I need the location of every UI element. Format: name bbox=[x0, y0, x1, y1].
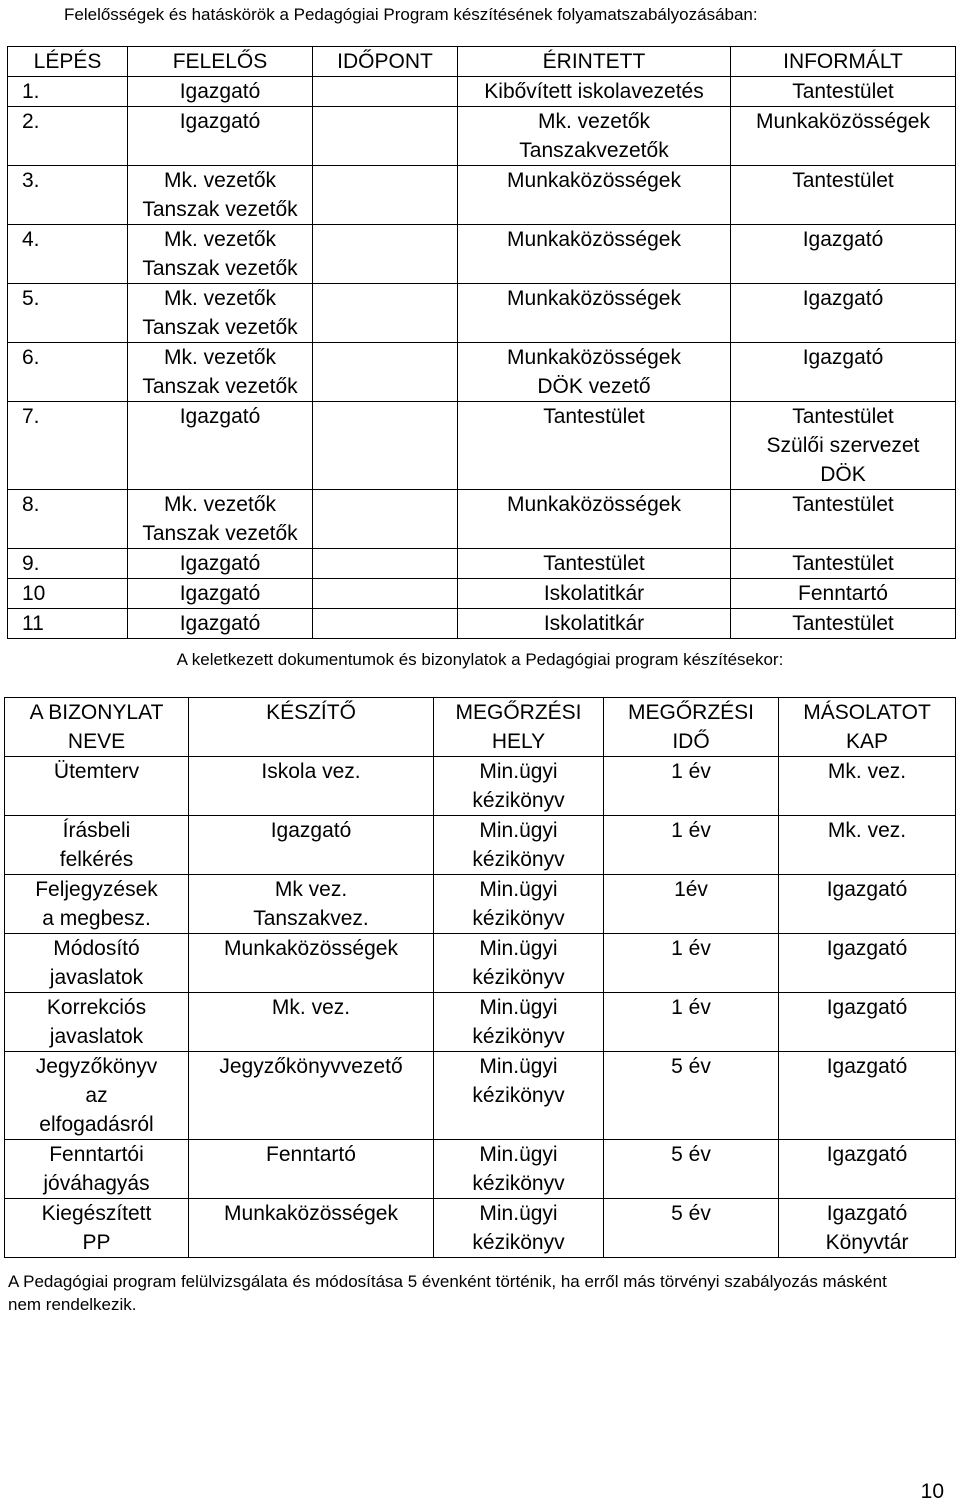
cell-informalt: Igazgató bbox=[731, 225, 956, 284]
cell-megorzesi-ido: 5 év bbox=[604, 1199, 779, 1258]
cell-step: 7. bbox=[8, 402, 128, 490]
cell-erintett: Kibővített iskolavezetés bbox=[458, 77, 731, 107]
cell-erintett: Munkaközösségek bbox=[458, 166, 731, 225]
table-row bbox=[8, 549, 956, 579]
cell-step: 1. bbox=[8, 77, 128, 107]
header-bizonylat-neve: A BIZONYLAT NEVE bbox=[5, 698, 189, 757]
cell-keszito: Munkaközösségek bbox=[189, 934, 434, 993]
table-row bbox=[8, 225, 956, 284]
cell-informalt: Tantestület bbox=[731, 609, 956, 639]
table-row bbox=[5, 816, 956, 875]
cell-erintett: Munkaközösségek DÖK vezető bbox=[458, 343, 731, 402]
cell-megorzesi-ido: 1 év bbox=[604, 816, 779, 875]
cell-keszito: Munkaközösségek bbox=[189, 1199, 434, 1258]
cell-informalt: Fenntartó bbox=[731, 579, 956, 609]
cell-step: 6. bbox=[8, 343, 128, 402]
cell-megorzesi-hely: Min.ügyi kézikönyv bbox=[434, 1199, 604, 1258]
cell-felelos: Mk. vezetők Tanszak vezetők bbox=[128, 225, 313, 284]
cell-step: 11 bbox=[8, 609, 128, 639]
cell-idopont bbox=[313, 77, 458, 107]
cell-masolatot-kap: Igazgató bbox=[779, 1052, 956, 1140]
table-row bbox=[5, 1052, 956, 1140]
cell-informalt: Tantestület Szülői szervezet DÖK bbox=[731, 402, 956, 490]
table-row bbox=[8, 107, 956, 166]
cell-idopont bbox=[313, 402, 458, 490]
cell-felelos: Igazgató bbox=[128, 107, 313, 166]
cell-megorzesi-hely: Min.ügyi kézikönyv bbox=[434, 1140, 604, 1199]
cell-idopont bbox=[313, 343, 458, 402]
cell-megorzesi-hely: Min.ügyi kézikönyv bbox=[434, 934, 604, 993]
table-row bbox=[8, 609, 956, 639]
cell-idopont bbox=[313, 284, 458, 343]
header-masolatot-kap: MÁSOLATOT KAP bbox=[779, 698, 956, 757]
cell-felelos: Igazgató bbox=[128, 402, 313, 490]
table-row bbox=[5, 875, 956, 934]
table-header-row bbox=[5, 698, 956, 757]
cell-felelos: Igazgató bbox=[128, 549, 313, 579]
cell-erintett: Tantestület bbox=[458, 549, 731, 579]
cell-idopont bbox=[313, 107, 458, 166]
cell-step: 4. bbox=[8, 225, 128, 284]
cell-felelos: Mk. vezetők Tanszak vezetők bbox=[128, 490, 313, 549]
cell-keszito: Jegyzőkönyvvezető bbox=[189, 1052, 434, 1140]
cell-informalt: Tantestület bbox=[731, 490, 956, 549]
cell-felelos: Mk. vezetők Tanszak vezetők bbox=[128, 343, 313, 402]
cell-bizonylat-neve: Írásbeli felkérés bbox=[5, 816, 189, 875]
cell-step: 9. bbox=[8, 549, 128, 579]
table-row bbox=[8, 166, 956, 225]
cell-keszito: Igazgató bbox=[189, 816, 434, 875]
cell-megorzesi-hely: Min.ügyi kézikönyv bbox=[434, 993, 604, 1052]
cell-erintett: Munkaközösségek bbox=[458, 490, 731, 549]
cell-step: 2. bbox=[8, 107, 128, 166]
cell-step: 10 bbox=[8, 579, 128, 609]
table-header-row bbox=[8, 47, 956, 77]
cell-megorzesi-ido: 5 év bbox=[604, 1140, 779, 1199]
cell-megorzesi-ido: 5 év bbox=[604, 1052, 779, 1140]
cell-megorzesi-hely: Min.ügyi kézikönyv bbox=[434, 1052, 604, 1140]
cell-idopont bbox=[313, 549, 458, 579]
table-row bbox=[8, 343, 956, 402]
cell-megorzesi-ido: 1 év bbox=[604, 757, 779, 816]
cell-erintett: Iskolatitkár bbox=[458, 609, 731, 639]
cell-masolatot-kap: Mk. vez. bbox=[779, 757, 956, 816]
cell-bizonylat-neve: Ütemterv bbox=[5, 757, 189, 816]
header-erintett: ÉRINTETT bbox=[458, 47, 731, 77]
cell-megorzesi-ido: 1év bbox=[604, 875, 779, 934]
header-idopont: IDŐPONT bbox=[313, 47, 458, 77]
cell-erintett: Tantestület bbox=[458, 402, 731, 490]
footnote: A Pedagógiai program felülvizsgálata és módosítása 5 évenként történik, ha erről más törvényi szabályozás másként nem rendelkezik. bbox=[8, 1272, 887, 1314]
page-number: 10 bbox=[920, 1480, 944, 1503]
cell-masolatot-kap: Igazgató bbox=[779, 1140, 956, 1199]
cell-idopont bbox=[313, 579, 458, 609]
table-row bbox=[8, 579, 956, 609]
cell-felelos: Igazgató bbox=[128, 77, 313, 107]
table-row bbox=[5, 1199, 956, 1258]
cell-step: 5. bbox=[8, 284, 128, 343]
cell-informalt: Tantestület bbox=[731, 77, 956, 107]
cell-masolatot-kap: Igazgató bbox=[779, 875, 956, 934]
table-row bbox=[8, 490, 956, 549]
table-row bbox=[8, 77, 956, 107]
cell-erintett: Mk. vezetők Tanszakvezetők bbox=[458, 107, 731, 166]
cell-informalt: Igazgató bbox=[731, 284, 956, 343]
table-row bbox=[8, 402, 956, 490]
header-felelos: FELELŐS bbox=[128, 47, 313, 77]
cell-keszito: Mk vez. Tanszakvez. bbox=[189, 875, 434, 934]
cell-megorzesi-hely: Min.ügyi kézikönyv bbox=[434, 816, 604, 875]
cell-step: 8. bbox=[8, 490, 128, 549]
cell-felelos: Igazgató bbox=[128, 609, 313, 639]
cell-erintett: Iskolatitkár bbox=[458, 579, 731, 609]
cell-idopont bbox=[313, 225, 458, 284]
cell-informalt: Tantestület bbox=[731, 166, 956, 225]
header-keszito: KÉSZÍTŐ bbox=[189, 698, 434, 757]
cell-megorzesi-hely: Min.ügyi kézikönyv bbox=[434, 757, 604, 816]
cell-bizonylat-neve: Módosító javaslatok bbox=[5, 934, 189, 993]
cell-idopont bbox=[313, 166, 458, 225]
cell-keszito: Fenntartó bbox=[189, 1140, 434, 1199]
table-row bbox=[5, 1140, 956, 1199]
table-row bbox=[8, 284, 956, 343]
cell-bizonylat-neve: Feljegyzések a megbesz. bbox=[5, 875, 189, 934]
cell-felelos: Igazgató bbox=[128, 579, 313, 609]
table-row bbox=[5, 934, 956, 993]
table-row bbox=[5, 757, 956, 816]
cell-informalt: Munkaközösségek bbox=[731, 107, 956, 166]
cell-masolatot-kap: Mk. vez. bbox=[779, 816, 956, 875]
cell-informalt: Igazgató bbox=[731, 343, 956, 402]
cell-erintett: Munkaközösségek bbox=[458, 225, 731, 284]
cell-keszito: Iskola vez. bbox=[189, 757, 434, 816]
cell-idopont bbox=[313, 609, 458, 639]
cell-bizonylat-neve: Korrekciós javaslatok bbox=[5, 993, 189, 1052]
documents-table bbox=[4, 697, 956, 1258]
header-lepes: LÉPÉS bbox=[8, 47, 128, 77]
cell-megorzesi-ido: 1 év bbox=[604, 993, 779, 1052]
cell-idopont bbox=[313, 490, 458, 549]
cell-megorzesi-hely: Min.ügyi kézikönyv bbox=[434, 875, 604, 934]
cell-masolatot-kap: Igazgató Könyvtár bbox=[779, 1199, 956, 1258]
cell-felelos: Mk. vezetők Tanszak vezetők bbox=[128, 284, 313, 343]
responsibility-table bbox=[7, 46, 956, 639]
cell-megorzesi-ido: 1 év bbox=[604, 934, 779, 993]
header-megorzesi-hely: MEGŐRZÉSI HELY bbox=[434, 698, 604, 757]
cell-felelos: Mk. vezetők Tanszak vezetők bbox=[128, 166, 313, 225]
header-megorzesi-ido: MEGŐRZÉSI IDŐ bbox=[604, 698, 779, 757]
cell-bizonylat-neve: Fenntartói jóváhagyás bbox=[5, 1140, 189, 1199]
page-heading: Felelősségek és hatáskörök a Pedagógiai Program készítésének folyamatszabályozásában: bbox=[64, 5, 758, 24]
header-informalt: INFORMÁLT bbox=[731, 47, 956, 77]
cell-keszito: Mk. vez. bbox=[189, 993, 434, 1052]
cell-informalt: Tantestület bbox=[731, 549, 956, 579]
cell-masolatot-kap: Igazgató bbox=[779, 993, 956, 1052]
cell-bizonylat-neve: Kiegészített PP bbox=[5, 1199, 189, 1258]
documents-caption: A keletkezett dokumentumok és bizonylatok a Pedagógiai program készítésekor: bbox=[176, 650, 784, 669]
cell-masolatot-kap: Igazgató bbox=[779, 934, 956, 993]
cell-bizonylat-neve: Jegyzőkönyv az elfogadásról bbox=[5, 1052, 189, 1140]
cell-step: 3. bbox=[8, 166, 128, 225]
table-row bbox=[5, 993, 956, 1052]
cell-erintett: Munkaközösségek bbox=[458, 284, 731, 343]
